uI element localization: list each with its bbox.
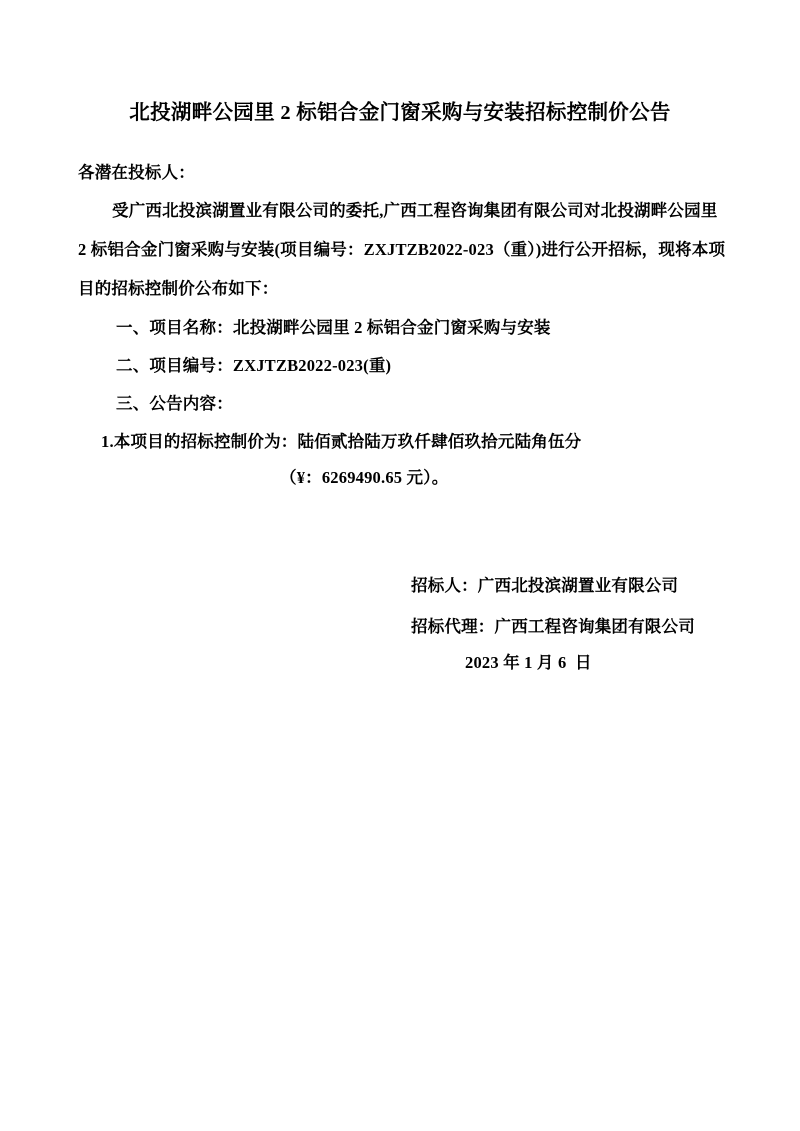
section-announcement-content: 三、公告内容： bbox=[116, 394, 233, 413]
signature-agent: 招标代理：广西工程咨询集团有限公司 bbox=[411, 617, 695, 636]
document-title: 北投湖畔公园里 2 标铝合金门窗采购与安装招标控制价公告 bbox=[129, 102, 671, 124]
signature-date: 2023 年 1 月 6 日 bbox=[465, 653, 592, 672]
section-project-name: 一、项目名称：北投湖畔公园里 2 标铝合金门窗采购与安装 bbox=[116, 318, 551, 337]
intro-paragraph-line-2: 2 标铝合金门窗采购与安装(项目编号：ZXJTZB2022-023（重）)进行公开招标，现将本项 bbox=[78, 240, 726, 259]
intro-paragraph-line-3: 目的招标控制价公布如下： bbox=[78, 279, 279, 298]
intro-paragraph-line-1: 受广西北投滨湖置业有限公司的委托,广西工程咨询集团有限公司对北投湖畔公园里 bbox=[112, 201, 718, 220]
control-price-numeric: （¥：6269490.65 元）。 bbox=[280, 468, 449, 487]
control-price-in-words: 1.本项目的招标控制价为：陆佰贰拾陆万玖仟肆佰玖拾元陆角伍分 bbox=[101, 432, 582, 451]
signature-tenderer: 招标人：广西北投滨湖置业有限公司 bbox=[411, 576, 679, 595]
section-project-number: 二、项目编号：ZXJTZB2022-023(重) bbox=[116, 356, 392, 375]
salutation-line: 各潜在投标人： bbox=[78, 163, 195, 182]
